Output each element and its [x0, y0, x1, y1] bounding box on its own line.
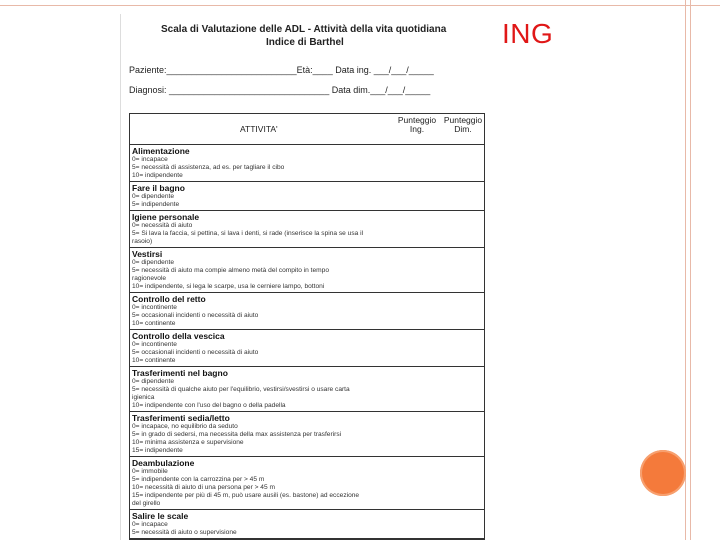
activity-sections — [130, 145, 484, 539]
activity-section — [130, 145, 484, 182]
activity-score-option: 5= necessità di aiuto ma compie almeno metà del compito in tempo — [132, 267, 330, 274]
activity-score-option: 10= necessità di aiuto di una persona per > 45 m — [132, 484, 275, 491]
activity-score-option: 0= incapace — [132, 521, 168, 528]
activity-score-option: 10= minima assistenza e supervisione — [132, 439, 244, 446]
activity-score-option: 0= incontinente — [132, 304, 177, 311]
activity-score-option: rasoio) — [132, 238, 153, 245]
activity-score-option: 5= occasionali incidenti o necessità di aiuto — [132, 349, 259, 356]
activity-score-option: 0= immobile — [132, 468, 168, 475]
activity-section — [130, 457, 484, 510]
activity-section — [130, 510, 484, 539]
activity-score-option: 5= necessità di assistenza, ad es. per tagliare il cibo — [132, 164, 285, 171]
activity-score-option: 5= occasionali incidenti o necessità di aiuto — [132, 312, 259, 319]
document-subtitle: Indice di Barthel — [266, 37, 344, 48]
activity-title: Salire le scale — [132, 511, 189, 521]
activity-score-option: 5= necessità di aiuto o supervisione — [132, 529, 237, 536]
activity-score-option: 0= dipendente — [132, 259, 174, 266]
activity-title: Alimentazione — [132, 146, 190, 156]
document-title: Scala di Valutazione delle ADL - Attività della vita quotidiana — [161, 24, 447, 35]
activity-section — [130, 182, 484, 211]
activity-score-option: 0= dipendente — [132, 193, 174, 200]
ing-label: ING — [502, 18, 554, 49]
activity-score-option: 0= incapace — [132, 156, 168, 163]
activity-score-option: 5= indipendente — [132, 201, 180, 208]
activity-score-option: 5= Si lava la faccia, si pettina, si lava i denti, si rade (inserisce la spina se usa il — [132, 230, 364, 237]
activity-section — [130, 248, 484, 293]
activity-score-option: 10= continente — [132, 357, 176, 364]
slide-frame-top — [0, 0, 720, 6]
decorative-circle — [640, 450, 686, 496]
activity-score-option: 0= dipendente — [132, 378, 174, 385]
activity-score-option: del girello — [132, 500, 161, 507]
activity-section — [130, 367, 484, 412]
header-activity: ATTIVITA' — [240, 124, 278, 134]
activity-score-option: igienica — [132, 394, 155, 401]
activity-score-option: 0= necessità di aiuto — [132, 222, 193, 229]
header-score-dim: Punteggio Dim. — [443, 115, 483, 134]
header-score-ing: Punteggio Ing. — [397, 115, 437, 134]
table-header — [130, 114, 484, 145]
diagnosis-line: Diagnosi: ________________________________ Data dim.___/___/_____ — [129, 85, 431, 95]
activity-score-option: 5= in grado di sedersi, ma necessita della max assistenza per trasferirsi — [132, 431, 342, 438]
barthel-document — [120, 14, 491, 540]
activity-title: Trasferimenti nel bagno — [132, 368, 228, 378]
activity-title: Fare il bagno — [132, 183, 185, 193]
activity-title: Controllo del retto — [132, 294, 206, 304]
activity-score-option: 15= indipendente — [132, 447, 183, 454]
activity-title: Igiene personale — [132, 212, 200, 222]
activity-title: Controllo della vescica — [132, 331, 225, 341]
activity-score-option: 0= incontinente — [132, 341, 177, 348]
activity-score-option: 5= necessità di qualche aiuto per l'equilibrio, vestirsi/svestirsi o usare carta — [132, 386, 350, 393]
activity-section — [130, 293, 484, 330]
activity-table — [129, 113, 485, 540]
activity-score-option: 5= indipendente con la carrozzina per > 45 m — [132, 476, 265, 483]
activity-section — [130, 330, 484, 367]
activity-score-option: 10= indipendente, si lega le scarpe, usa le cerniere lampo, bottoni — [132, 283, 325, 290]
activity-score-option: 15= indipendente per più di 45 m, può usare ausili (es. bastone) ad eccezione — [132, 492, 360, 499]
slide-frame-right — [685, 0, 691, 540]
activity-title: Vestirsi — [132, 249, 163, 259]
activity-title: Deambulazione — [132, 458, 195, 468]
activity-score-option: 10= continente — [132, 320, 176, 327]
activity-score-option: 10= indipendente con l'uso del bagno o della padella — [132, 402, 286, 409]
activity-section — [130, 211, 484, 248]
activity-score-option: 0= incapace, no equilibrio da seduto — [132, 423, 238, 430]
activity-section — [130, 412, 484, 457]
activity-title: Trasferimenti sedia/letto — [132, 413, 230, 423]
activity-score-option: ragionevole — [132, 275, 167, 282]
patient-line: Paziente:__________________________Età:____ Data ing. ___/___/_____ — [129, 65, 434, 75]
activity-score-option: 10= indipendente — [132, 172, 183, 179]
